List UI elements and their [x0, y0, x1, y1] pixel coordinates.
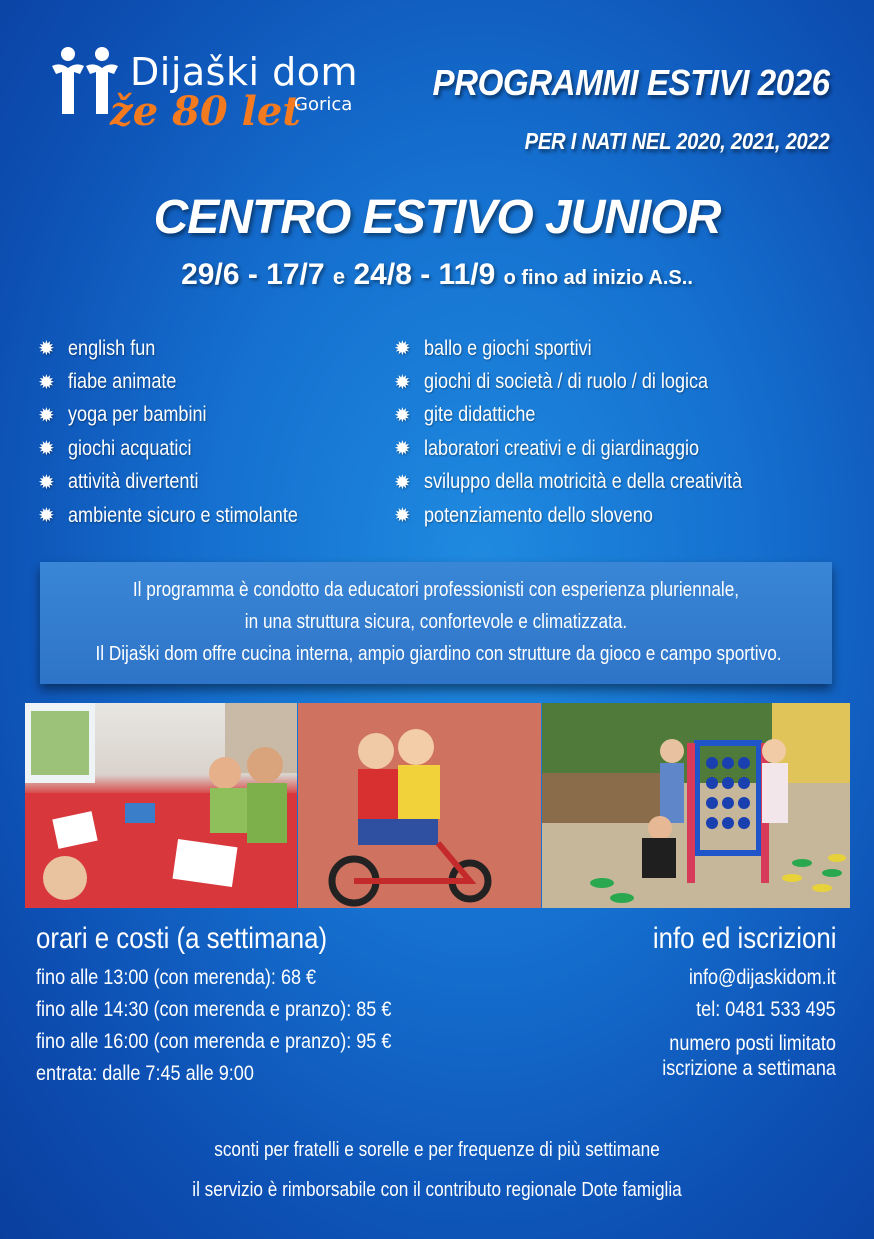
photo-playground-illustration — [542, 703, 850, 908]
info-line: Il Dijaški dom offre cucina interna, ampio giardino con strutture da gioco e campo sportivo. — [95, 643, 782, 665]
list-item: ✹ english fun — [38, 336, 156, 361]
star-icon: ✹ — [394, 371, 411, 394]
program-title: PROGRAMMI ESTIVI 2026 — [432, 62, 830, 103]
star-icon: ✹ — [38, 505, 55, 528]
activities-left — [38, 332, 335, 532]
list-item: ✹ ballo e giochi sportivi — [394, 336, 592, 361]
orari-line: fino alle 16:00 (con merenda e pranzo): 95 € — [36, 1030, 392, 1053]
photo-children-drawing — [25, 703, 297, 908]
note-iscrizione: iscrizione a settimana — [662, 1057, 836, 1080]
list-item: ✹ ambiente sicuro e stimolante — [38, 503, 298, 528]
list-item: ✹ yoga per bambini — [38, 403, 207, 427]
iscrizioni-notes — [662, 1031, 836, 1081]
info-line: in una struttura sicura, confortevole e climatizzata. — [244, 611, 628, 633]
email-link[interactable]: info@dijaskidom.it — [689, 966, 836, 989]
centro-title: CENTRO ESTIVO JUNIOR — [153, 191, 721, 244]
period-2: 24/8 - 11/9 — [353, 258, 496, 291]
footer-line-sconti: sconti per fratelli e sorelle e per frequenze di più settimane — [214, 1139, 660, 1161]
period-tail: o fino ad inizio A.S.. — [503, 267, 693, 289]
photo-drawing-illustration — [25, 703, 297, 908]
logo-years: že 80 let — [110, 88, 301, 135]
list-item: ✹ fiabe animate — [38, 370, 177, 394]
logo — [50, 42, 380, 135]
orari-line: fino alle 13:00 (con merenda): 68 € — [36, 966, 317, 989]
iscrizioni-contacts — [689, 962, 836, 1026]
list-item: ✹ potenziamento dello sloveno — [394, 503, 653, 528]
note-posti: numero posti limitato — [669, 1032, 836, 1055]
list-item: ✹ attività divertenti — [38, 470, 199, 494]
star-icon: ✹ — [394, 404, 411, 427]
logo-city: Gorica — [294, 94, 353, 115]
photo-tricycle-illustration — [298, 703, 541, 908]
star-icon: ✹ — [38, 371, 55, 394]
orari-line: fino alle 14:30 (con merenda e pranzo): 85 € — [36, 998, 392, 1021]
star-icon: ✹ — [394, 338, 411, 361]
photo-children-tricycle — [298, 703, 541, 908]
star-icon: ✹ — [38, 471, 55, 494]
star-icon: ✹ — [394, 505, 411, 528]
list-item: ✹ giochi di società / di ruolo / di logica — [394, 370, 709, 394]
iscrizioni-heading: info ed iscrizioni — [652, 922, 836, 955]
info-box — [40, 562, 832, 684]
list-item: ✹ sviluppo della motricità e della creatività — [394, 470, 743, 494]
program-subtitle: PER I NATI NEL 2020, 2021, 2022 — [525, 128, 830, 154]
star-icon: ✹ — [38, 338, 55, 361]
logo-name: Dijaški dom — [130, 50, 358, 94]
period-conj: e — [332, 264, 346, 289]
period-1: 29/6 - 17/7 — [181, 258, 325, 291]
list-item: ✹ giochi acquatici — [38, 436, 192, 461]
list-item: ✹ gite didattiche — [394, 403, 536, 427]
phone-number[interactable]: tel: 0481 533 495 — [696, 998, 836, 1021]
info-line: Il programma è condotto da educatori professionisti con esperienza pluriennale, — [132, 579, 740, 601]
star-icon: ✹ — [38, 404, 55, 427]
orari-line: entrata: dalle 7:45 alle 9:00 — [36, 1062, 254, 1085]
orari-list — [36, 962, 391, 1090]
photo-children-playground — [542, 703, 850, 908]
footer-line-rimborso: il servizio è rimborsabile con il contributo regionale Dote famiglia — [192, 1179, 682, 1201]
star-icon: ✹ — [38, 438, 55, 461]
footer — [0, 1130, 874, 1210]
star-icon: ✹ — [394, 471, 411, 494]
orari-heading: orari e costi (a settimana) — [36, 922, 328, 955]
dates-line — [0, 258, 874, 292]
activities-right — [394, 332, 794, 532]
star-icon: ✹ — [394, 438, 411, 461]
list-item: ✹ laboratori creativi e di giardinaggio — [394, 436, 700, 461]
